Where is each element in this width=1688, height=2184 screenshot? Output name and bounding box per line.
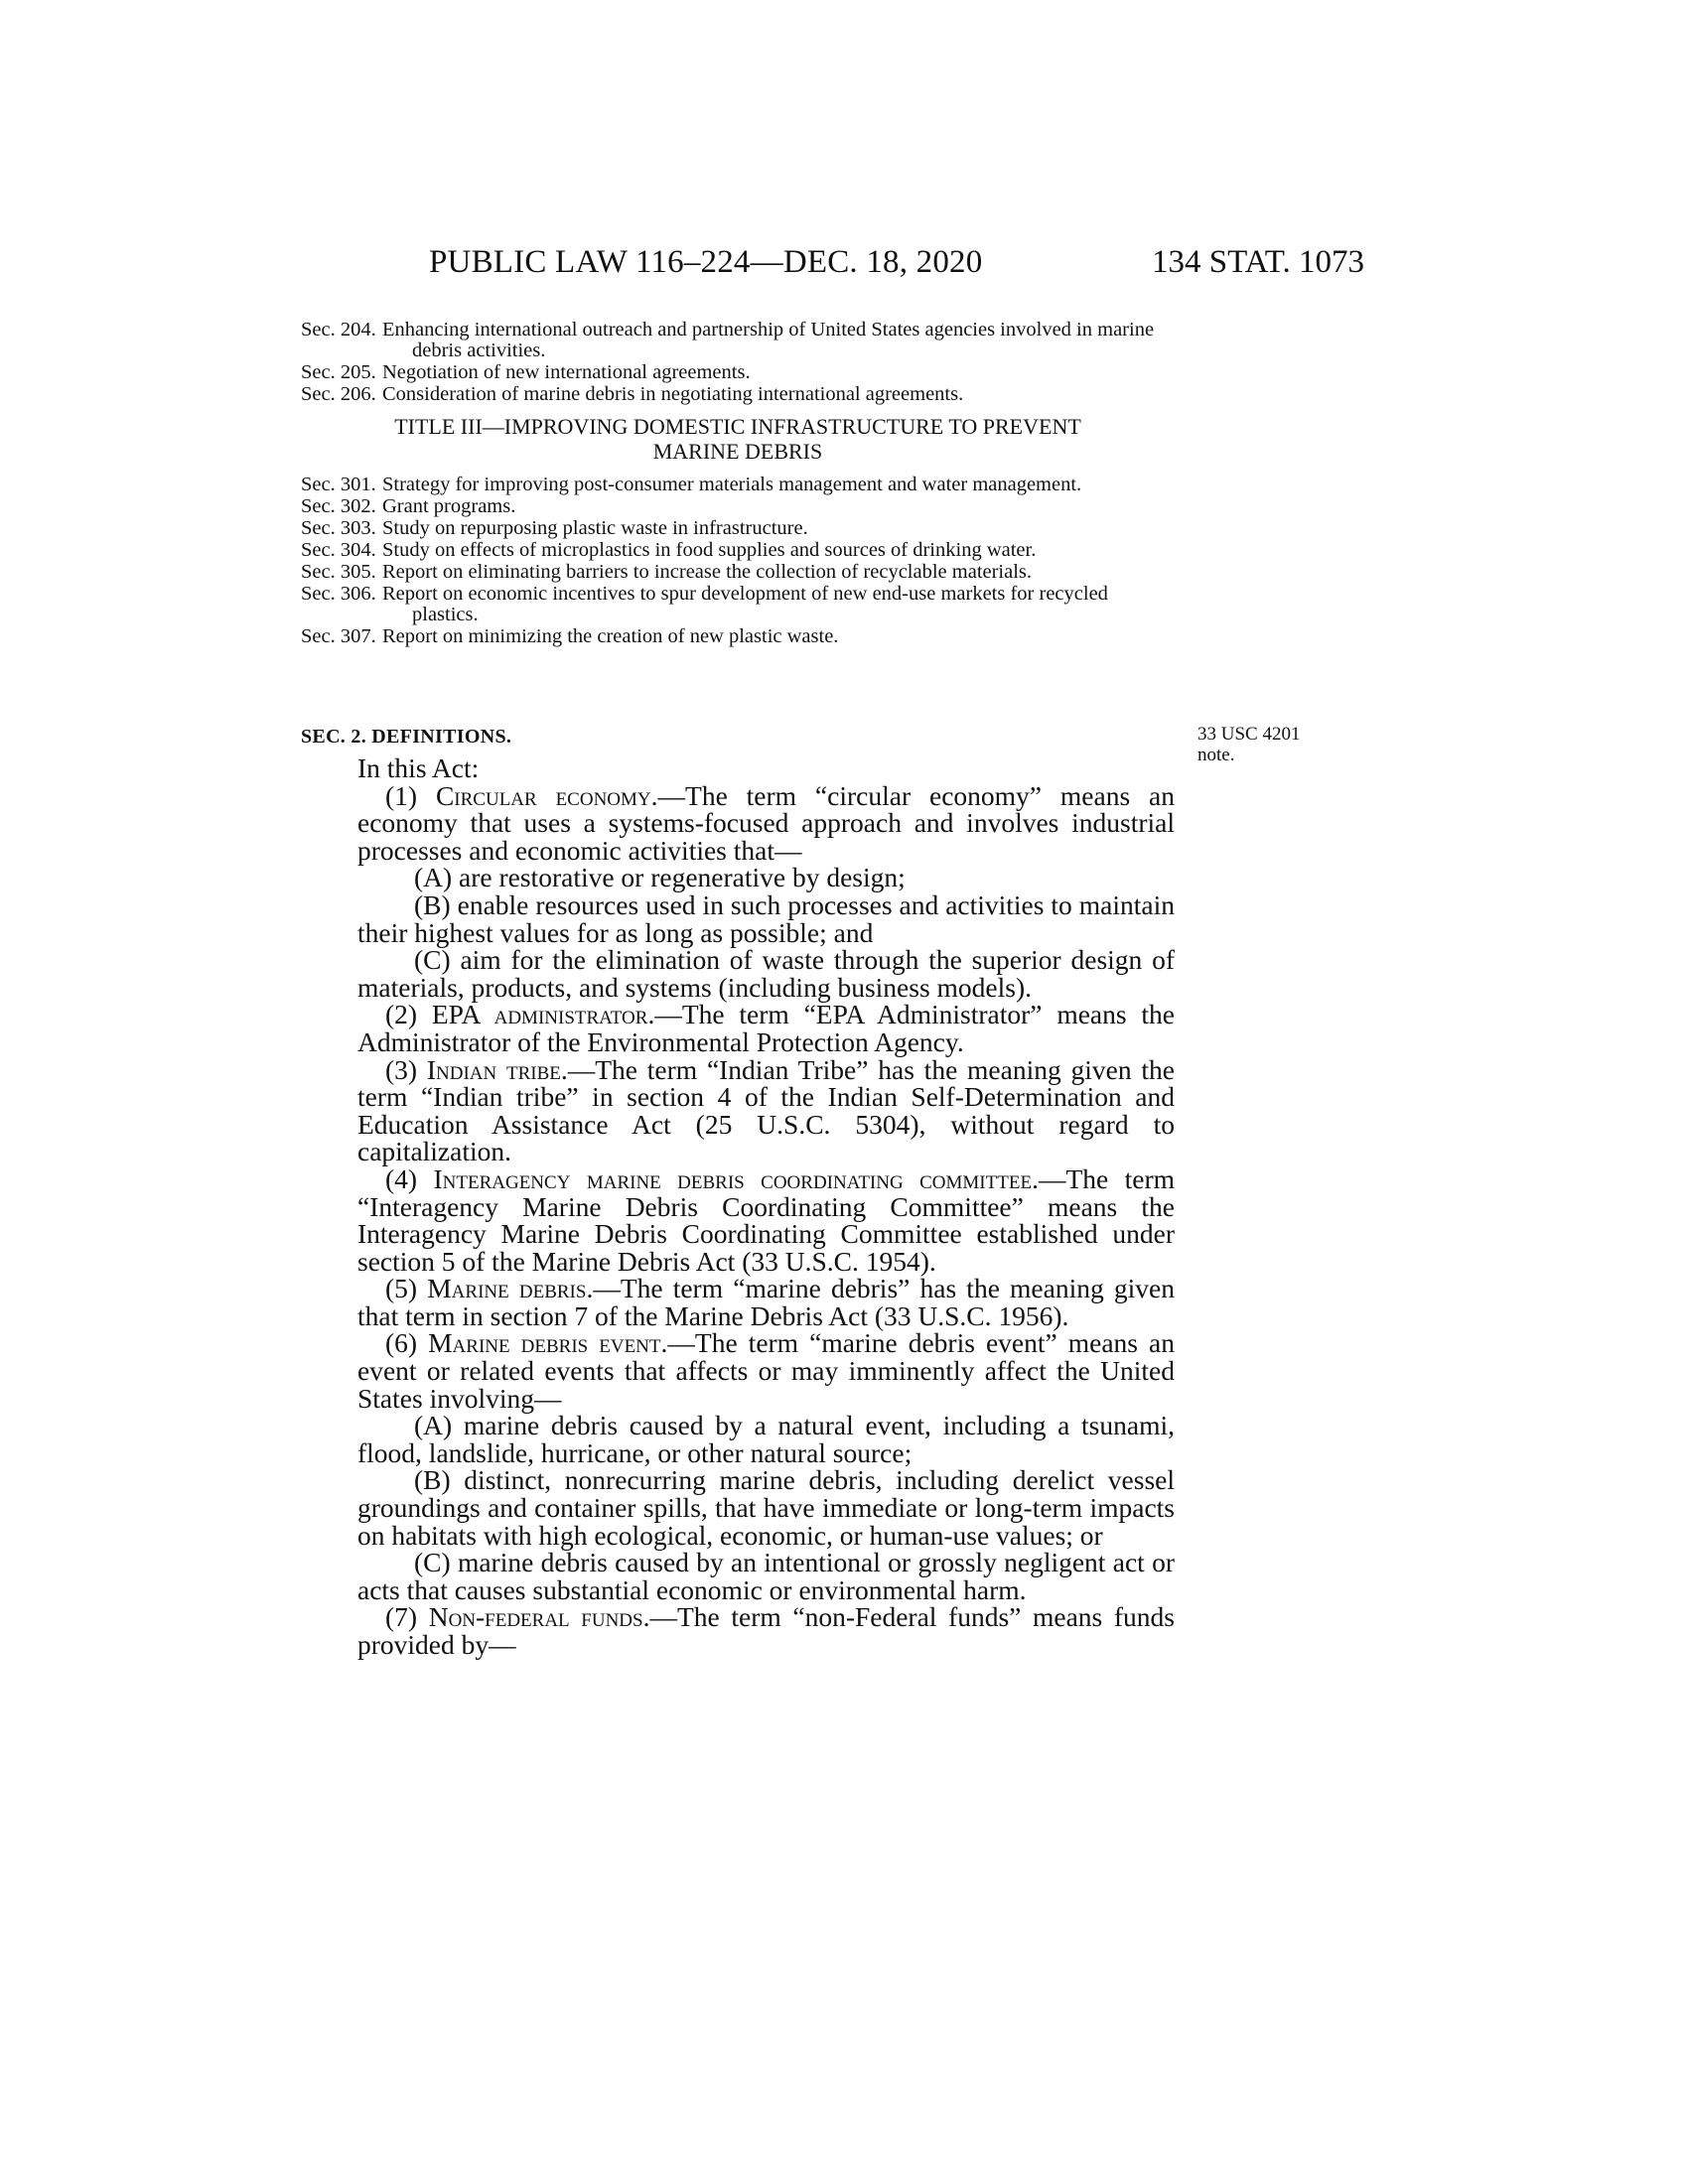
table-of-contents-title-iii <box>301 475 1175 648</box>
margin-note-citation: 33 USC 4201 <box>1197 724 1301 745</box>
definition-term: Marine debris <box>427 1273 587 1304</box>
definition-text: .—The term “EPA Administrator” means the Administrator of the Environmental Protection Agency. <box>357 999 1175 1057</box>
definition-number: (5) <box>385 1273 428 1304</box>
definition-term: Indian tribe <box>426 1053 561 1085</box>
margin-note-label: note. <box>1197 745 1235 765</box>
toc-section-number: Sec. 302. <box>301 495 376 517</box>
definition-paragraph <box>357 1162 1175 1277</box>
toc-section-title: Study on repurposing plastic waste in infrastructure. <box>382 517 808 539</box>
definition-term: Non-federal funds <box>428 1601 643 1633</box>
definition-text: .—The term “Indian Tribe” has the meaning given the term “Indian tribe” in section 4 of the Indian Self-Determination and Education Assistance Act (25 U.S.C. 5304), without regard to capitalization. <box>357 1053 1175 1167</box>
toc-section-number: Sec. 205. <box>301 361 376 383</box>
toc-entry <box>301 518 1175 539</box>
toc-section-title: Consideration of marine debris in negotiating international agreements. <box>382 383 964 405</box>
definition-term: Marine debris event <box>428 1327 661 1359</box>
definition-text: .—The term “non-Federal funds” means funds provided by— <box>357 1601 1175 1660</box>
intro-paragraph: In this Act: <box>357 752 480 783</box>
toc-entry <box>301 626 1175 647</box>
toc-section-title: Report on minimizing the creation of new plastic waste. <box>382 625 839 647</box>
definition-number: (1) <box>385 779 436 811</box>
subparagraph: (A) marine debris caused by a natural event, including a tsunami, flood, landslide, hurricane, or other natural source; <box>357 1410 1175 1468</box>
title-heading-line: MARINE DEBRIS <box>652 439 823 464</box>
definition-number: (3) <box>385 1053 427 1085</box>
toc-entry <box>301 562 1175 583</box>
subparagraph: (B) enable resources used in such processes and activities to maintain their highest values for as long as possible; and <box>357 888 1175 948</box>
definition-number: (2) EPA <box>385 999 494 1030</box>
section-heading: SEC. 2. DEFINITIONS. <box>301 726 512 748</box>
subparagraph: (C) aim for the elimination of waste through the superior design of materials, products, and systems (including business models). <box>357 944 1175 1003</box>
toc-section-title: Report on economic incentives to spur development of new end-use markets for recycled plastics. <box>382 583 1108 625</box>
definition-term: administrator <box>493 999 648 1030</box>
running-header-stat-page: 134 STAT. 1073 <box>1151 244 1364 280</box>
definition-number: (4) <box>385 1162 434 1194</box>
definition-number: (6) <box>385 1327 429 1359</box>
toc-entry <box>301 362 1175 383</box>
toc-entry <box>301 540 1175 561</box>
section-body <box>357 754 1175 1659</box>
definition-text: .—The term “marine debris” has the meaning given that term in section 7 of the Marine Debris Act (33 U.S.C. 1956). <box>357 1273 1175 1331</box>
definition-text: .—The term “circular economy” means an economy that uses a systems-focused approach and involves industrial processes and economic activities that— <box>357 779 1175 866</box>
definition-text: .—The term “marine debris event” means an event or related events that affects or may imminently affect the United States involving— <box>357 1327 1175 1414</box>
toc-section-number: Sec. 304. <box>301 539 376 561</box>
toc-section-number: Sec. 306. <box>301 583 376 605</box>
definition-number: (7) <box>385 1601 429 1633</box>
margin-note <box>1197 724 1300 765</box>
toc-section-number: Sec. 206. <box>301 383 376 405</box>
definition-term: Interagency marine debris coordinating committee <box>433 1162 1033 1194</box>
title-heading <box>301 414 1175 464</box>
subparagraph: (B) distinct, nonrecurring marine debris, including derelict vessel groundings and container spills, that have immediate or long-term impacts on habitats with high ecological, economic, or human-use values; or <box>357 1464 1175 1551</box>
definition-paragraph <box>357 1275 1175 1329</box>
definition-paragraph <box>357 1603 1175 1658</box>
toc-section-number: Sec. 305. <box>301 561 376 583</box>
toc-section-number: Sec. 303. <box>301 517 376 539</box>
definition-paragraph <box>357 1001 1175 1055</box>
definition-paragraph <box>357 779 1175 866</box>
subparagraph: (C) marine debris caused by an intentional or grossly negligent act or acts that causes substantial economic or environmental harm. <box>357 1547 1175 1605</box>
definition-paragraph <box>357 1329 1175 1412</box>
title-heading-line: TITLE III—IMPROVING DOMESTIC INFRASTRUCTURE TO PREVENT <box>394 414 1081 439</box>
toc-section-title: Negotiation of new international agreements. <box>382 361 751 383</box>
definition-text: .—The term “Interagency Marine Debris Coordinating Committee” means the Interagency Marine Debris Coordinating Committee established under section 5 of the Marine Debris Act (33 U.S.C. 1954). <box>357 1162 1175 1277</box>
toc-section-title: Report on eliminating barriers to increase the collection of recyclable materials. <box>382 561 1033 583</box>
toc-section-number: Sec. 204. <box>301 319 376 341</box>
toc-entry <box>301 584 1175 625</box>
toc-section-number: Sec. 307. <box>301 625 376 647</box>
toc-entry <box>301 384 1175 405</box>
definition-paragraph <box>357 1053 1175 1167</box>
toc-section-title: Enhancing international outreach and partnership of United States agencies involved in marine debris activities. <box>382 319 1155 361</box>
table-of-contents-title-ii <box>301 320 1175 406</box>
toc-entry <box>301 475 1175 495</box>
definition-term: Circular economy <box>435 779 651 811</box>
toc-section-title: Study on effects of microplastics in food supplies and sources of drinking water. <box>382 539 1037 561</box>
toc-section-title: Strategy for improving post-consumer materials management and water management. <box>382 474 1082 495</box>
subparagraph: (A) are restorative or regenerative by design; <box>414 862 906 893</box>
running-header-law: PUBLIC LAW 116–224—DEC. 18, 2020 <box>429 244 983 280</box>
toc-entry <box>301 320 1175 361</box>
toc-section-number: Sec. 301. <box>301 474 376 495</box>
toc-entry <box>301 496 1175 517</box>
toc-section-title: Grant programs. <box>382 495 516 517</box>
